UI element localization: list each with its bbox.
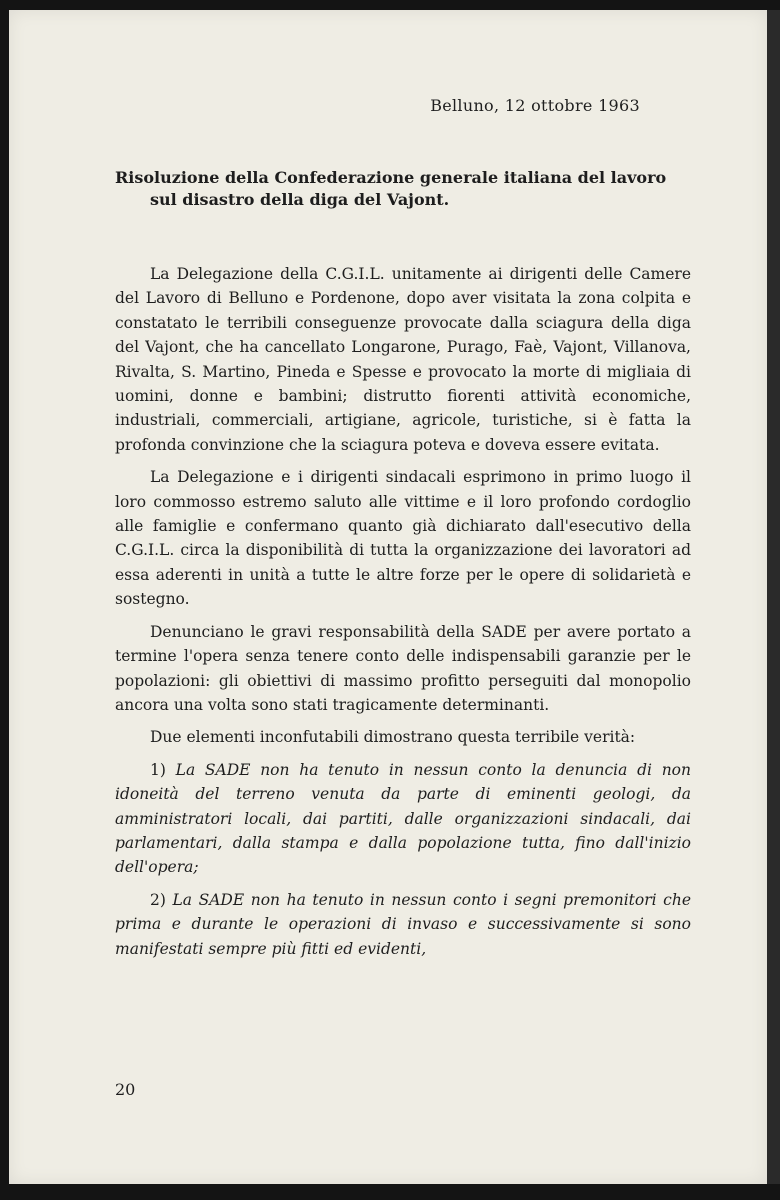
list-item-text: La SADE non ha tenuto in nessun conto i segni premonitori che prima e durante le operazioni di invaso e successivamente si sono manifestati sempre più fitti ed evidenti, bbox=[115, 890, 691, 958]
list-item-number: 2) bbox=[150, 890, 166, 909]
list-item-number: 1) bbox=[150, 760, 166, 779]
paragraph: La Delegazione e i dirigenti sindacali esprimono in primo luogo il loro commosso estremo saluto alle vittime e il loro profondo cordoglio alle famiglie e confermano quanto già dichiarato dall'esecutivo della C.G.I.L. circa la disponibilità di tutta la organizzazione dei lavoratori ad essa aderenti in unità a tutte le altre forze per le opere di solidarietà e sostegno. bbox=[115, 468, 691, 609]
paragraph: Due elementi inconfutabili dimostrano questa terribile verità: bbox=[150, 728, 636, 747]
title-line-1: Risoluzione della Confederazione generale italiana del lavoro bbox=[115, 168, 667, 187]
list-item bbox=[115, 888, 691, 961]
page-number: 20 bbox=[115, 1080, 136, 1099]
list-item bbox=[115, 758, 691, 880]
list-item-text: La SADE non ha tenuto in nessun conto la denuncia di non idoneità del terreno venuta da parte di eminenti geologi, da amministratori locali, dai partiti, dalle organizzazioni sindacali, dai parlamentari, dalla stampa e dalla popolazione tutta, fino dall'inizio dell'opera; bbox=[115, 760, 691, 877]
book-page bbox=[9, 10, 767, 1184]
document-title bbox=[115, 167, 710, 211]
paragraph: La Delegazione della C.G.I.L. unitamente ai dirigenti delle Camere del Lavoro di Belluno e Pordenone, dopo aver visitata la zona colpita e constatato le terribili conseguenze provocate dalla sciagura della diga del Vajont, che ha cancellato Longarone, Purago, Faè, Vajont, Villanova, Rivalta, S. Martino, Pineda e Spesse e provocato la morte di migliaia di uomini, donne e bambini; distrutto fiorenti attività economiche, industriali, commerciali, artigiane, agricole, turistiche, si è fatta la profonda convinzione che la sciagura poteva e doveva essere evitata. bbox=[115, 265, 691, 454]
document-date: Belluno, 12 ottobre 1963 bbox=[430, 96, 640, 115]
next-page-edge bbox=[767, 10, 780, 1184]
title-line-2: sul disastro della diga del Vajont. bbox=[150, 190, 450, 209]
paragraph: Denunciano le gravi responsabilità della SADE per avere portato a termine l'opera senza tenere conto delle indispensabili garanzie per le popolazioni: gli obiettivi di massimo profitto perseguiti dal monopolio ancora una volta sono stati tragicamente determinanti. bbox=[115, 622, 691, 714]
document-body bbox=[115, 262, 691, 969]
